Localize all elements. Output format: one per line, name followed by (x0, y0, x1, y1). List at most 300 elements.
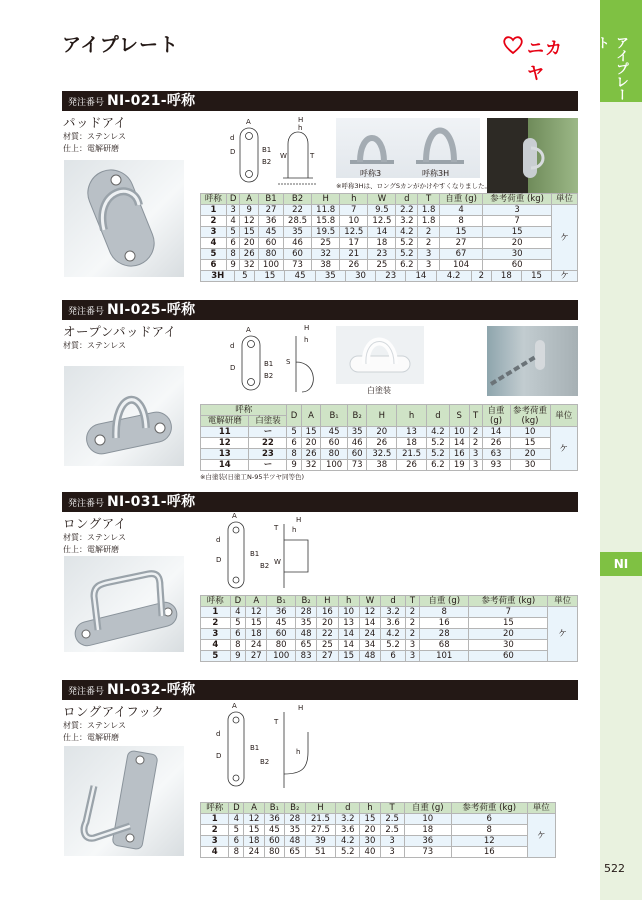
col-header: A (240, 194, 259, 205)
unit-cell: ケ (552, 205, 578, 271)
svg-text:d: d (216, 730, 221, 738)
table-cell: 45 (267, 618, 296, 629)
col-header: H (312, 194, 340, 205)
svg-text:W: W (280, 152, 287, 160)
product-name: ロングアイ (63, 516, 127, 531)
table-cell: 7 (469, 607, 548, 618)
svg-text:H: H (298, 116, 304, 124)
table-cell: 26 (367, 438, 397, 449)
svg-text:T: T (274, 718, 279, 726)
svg-text:A: A (246, 326, 251, 334)
table-cell: 3.6 (336, 825, 360, 836)
table-cell: 16 (420, 618, 469, 629)
col-header: H (317, 596, 338, 607)
table-row (201, 427, 578, 438)
col-header: 自重 (g) (420, 596, 469, 607)
col-header: 参考荷重 (kg) (451, 803, 527, 814)
table-cell: 68 (420, 640, 469, 651)
table-cell: 7 (340, 205, 368, 216)
table-cell: 3 (406, 651, 420, 662)
table-row (201, 607, 578, 618)
svg-text:B2: B2 (260, 758, 270, 766)
col-header: B2 (283, 194, 311, 205)
col-header: D (226, 194, 240, 205)
table-cell: 10 (340, 216, 368, 227)
svg-text:H: H (298, 704, 304, 712)
table-cell: 60 (347, 449, 367, 460)
category-tab-label: アイプレート (594, 36, 628, 101)
table-cell: 100 (321, 460, 347, 471)
table-cell: 45 (321, 427, 347, 438)
brand-logo-text: ニカヤ (527, 39, 563, 84)
svg-text:W: W (274, 558, 281, 566)
table-cell: 60 (264, 836, 284, 847)
table-cell: 6 (381, 651, 406, 662)
col-header: S (449, 405, 469, 427)
col-header: 呼称 (201, 803, 229, 814)
table-cell: 18 (397, 438, 427, 449)
section-tab-ni[interactable]: NI (600, 552, 642, 576)
col-header: D (229, 803, 244, 814)
spec-finish: 仕上：電解研磨 (63, 545, 119, 554)
svg-text:d: d (230, 134, 235, 142)
table-cell: 14 (338, 629, 359, 640)
table-cell: 25 (317, 640, 338, 651)
table-cell: 1 (201, 814, 229, 825)
table-cell: 15 (338, 651, 359, 662)
table-row (201, 438, 578, 449)
svg-text:A: A (232, 702, 237, 710)
spec-finish: 仕上：電解研磨 (63, 144, 119, 153)
col-header: 参考荷重 (kg) (469, 596, 548, 607)
table-cell: 22 (317, 629, 338, 640)
table-cell: 28 (420, 629, 469, 640)
unit-cell: ケ (527, 814, 555, 858)
table-cell: 14 (338, 640, 359, 651)
table-cell: 9 (230, 651, 246, 662)
spec-table-ni-021 (200, 193, 578, 271)
category-tab[interactable] (594, 0, 642, 102)
table-cell: 80 (267, 640, 296, 651)
section-header-ni-031 (62, 492, 578, 512)
table-row (201, 271, 578, 282)
spec-material: 材質：ステンレス (63, 341, 126, 350)
table-cell: 45 (264, 825, 284, 836)
table-cell: 5 (201, 651, 231, 662)
order-label: 発注番号 (68, 98, 105, 108)
table-cell: 4.2 (426, 427, 449, 438)
product-code: NI-032-呼称 (107, 682, 196, 698)
table-cell: 30 (510, 460, 550, 471)
col-header: 単位 (548, 596, 578, 607)
table-cell: 14 (449, 438, 469, 449)
table-cell: 34 (359, 640, 380, 651)
spec-material: 材質：ステンレス (63, 721, 126, 730)
col-header: B₂ (347, 405, 367, 427)
table-cell: 4.2 (396, 227, 418, 238)
spec-table-ni-021-3h (200, 270, 578, 282)
svg-text:B1: B1 (264, 360, 274, 368)
table-cell: 2 (201, 825, 229, 836)
table-cell: 4 (201, 238, 227, 249)
table-cell: 18 (491, 271, 521, 282)
table-cell: 12 (451, 836, 527, 847)
svg-text:H: H (296, 516, 302, 524)
table-cell: 27.5 (305, 825, 336, 836)
table-cell: 35 (347, 427, 367, 438)
svg-text:B1: B1 (262, 146, 272, 154)
product-photo (64, 160, 184, 277)
table-cell: 4 (201, 640, 231, 651)
table-cell: 5.2 (426, 438, 449, 449)
table-cell: 14 (359, 618, 380, 629)
dimension-drawing (212, 512, 322, 592)
dimension-drawing (228, 322, 328, 400)
col-header: d (396, 194, 418, 205)
col-header: B₁ (264, 803, 284, 814)
table-cell: 8 (230, 640, 246, 651)
table-cell: 18 (246, 629, 267, 640)
table-cell: 15 (521, 271, 551, 282)
table-cell: 20 (301, 438, 321, 449)
heart-icon (502, 35, 524, 55)
table-cell: 5.2 (396, 238, 418, 249)
table-cell: 80 (259, 249, 284, 260)
table-cell: 3.2 (381, 607, 406, 618)
table-cell: 46 (347, 438, 367, 449)
col-header: d (336, 803, 360, 814)
table-cell: 35 (315, 271, 345, 282)
col-subheader: 電解研磨 (201, 416, 249, 427)
table-cell: 30 (469, 640, 548, 651)
spec-material: 材質：ステンレス (63, 132, 126, 141)
table-cell: 3 (226, 205, 240, 216)
svg-text:A: A (232, 512, 237, 520)
table-cell: 83 (295, 651, 316, 662)
page-title: アイプレート (62, 34, 179, 56)
section-header-ni-032 (62, 680, 578, 700)
note-text: ※呼称3Hは、ロングSカンがかけやすくなりました。 (336, 182, 491, 190)
table-cell: 8 (226, 249, 240, 260)
product-photo (64, 556, 184, 652)
table-cell: 5 (230, 618, 246, 629)
table-cell: 104 (439, 260, 482, 271)
table-cell: 67 (439, 249, 482, 260)
table-cell: 1 (201, 205, 227, 216)
table-cell: 21.5 (305, 814, 336, 825)
unit-cell: ケ (548, 607, 578, 662)
table-cell: 93 (482, 460, 510, 471)
svg-text:A: A (246, 118, 251, 126)
table-cell: 11.8 (312, 205, 340, 216)
table-cell: 3H (201, 271, 235, 282)
brand-logo (502, 35, 578, 84)
table-cell: 46 (283, 238, 311, 249)
table-row (201, 205, 578, 216)
table-cell: 2.2 (396, 205, 418, 216)
table-cell: 4.2 (336, 836, 360, 847)
table-row (201, 651, 578, 662)
table-cell: 10 (449, 427, 469, 438)
table-cell: 48 (359, 651, 380, 662)
table-cell: 10 (404, 814, 451, 825)
section-header-ni-021 (62, 91, 578, 111)
table-cell: 5.2 (396, 249, 418, 260)
table-cell: 20 (469, 629, 548, 640)
table-cell: 4 (201, 847, 229, 858)
table-cell: 28.5 (283, 216, 311, 227)
table-cell: 63 (482, 449, 510, 460)
table-cell: 15 (255, 271, 285, 282)
table-cell: 30 (360, 836, 380, 847)
svg-text:T: T (310, 152, 315, 160)
table-cell: 14 (482, 427, 510, 438)
col-header: A (301, 405, 321, 427)
table-cell: 21.5 (397, 449, 427, 460)
table-cell: 23 (376, 271, 406, 282)
table-cell: 65 (295, 640, 316, 651)
product-photo (64, 366, 184, 466)
table-cell: 17 (340, 238, 368, 249)
product-name: パッドアイ (63, 115, 127, 130)
table-row (201, 449, 578, 460)
table-cell: 9 (240, 205, 259, 216)
table-cell: 3 (418, 249, 440, 260)
table-cell: 3 (406, 640, 420, 651)
table-cell: 30 (483, 249, 552, 260)
col-header: 単位 (550, 405, 577, 427)
table-row (201, 825, 556, 836)
table-cell: 8 (451, 825, 527, 836)
col-header: 呼称 (201, 194, 227, 205)
table-cell: 5.2 (426, 449, 449, 460)
table-cell: 80 (321, 449, 347, 460)
table-cell: 24 (244, 847, 264, 858)
table-cell: 27 (246, 651, 267, 662)
svg-text:h: h (298, 124, 303, 132)
table-cell: 2 (469, 427, 482, 438)
table-cell: 20 (367, 427, 397, 438)
order-label: 発注番号 (68, 307, 105, 317)
col-header: 呼称 (201, 596, 231, 607)
table-cell: 15 (439, 227, 482, 238)
table-cell: 18 (368, 238, 396, 249)
table-cell: 16 (317, 607, 338, 618)
table-cell: 27 (317, 651, 338, 662)
product-code: NI-021-呼称 (107, 93, 196, 109)
table-cell: 48 (285, 836, 305, 847)
table-cell: 5 (201, 249, 227, 260)
col-header: h (360, 803, 380, 814)
table-cell: 3 (201, 629, 231, 640)
table-cell: 73 (404, 847, 451, 858)
table-cell: 26 (397, 460, 427, 471)
table-cell: 32 (240, 260, 259, 271)
table-cell: 11 (201, 427, 249, 438)
table-cell: 15 (246, 618, 267, 629)
table-cell: 100 (267, 651, 296, 662)
table-cell: 6 (287, 438, 301, 449)
col-subheader: 白塗装 (249, 416, 287, 427)
col-header: 単位 (527, 803, 555, 814)
table-cell: 2 (406, 618, 420, 629)
table-cell: 3 (483, 205, 552, 216)
col-header: 自重 (g) (439, 194, 482, 205)
table-cell: 13 (338, 618, 359, 629)
table-cell: 18 (244, 836, 264, 847)
table-row (201, 227, 578, 238)
figure-label: 呼称3H (422, 169, 450, 178)
table-cell: 4 (230, 607, 246, 618)
table-cell: 20 (360, 825, 380, 836)
table-row (201, 640, 578, 651)
table-cell: 24 (246, 640, 267, 651)
col-header: 自重 (g) (482, 405, 510, 427)
table-cell: ー (249, 460, 287, 471)
table-cell: 19.5 (312, 227, 340, 238)
col-header: d (381, 596, 406, 607)
unit-cell: ケ (550, 427, 577, 471)
variant-photo (336, 326, 424, 384)
table-cell: 6.2 (426, 460, 449, 471)
table-cell: 2 (201, 216, 227, 227)
table-cell: 14 (368, 227, 396, 238)
table-cell: 51 (305, 847, 336, 858)
table-cell: 14 (406, 271, 436, 282)
table-row (201, 814, 556, 825)
svg-text:D: D (230, 364, 236, 372)
table-cell: 9.5 (368, 205, 396, 216)
table-cell: 20 (483, 238, 552, 249)
table-cell: 28 (285, 814, 305, 825)
col-header: T (380, 803, 404, 814)
svg-text:D: D (216, 752, 222, 760)
usage-photo (487, 326, 578, 396)
svg-text:D: D (216, 556, 222, 564)
table-cell: 26 (301, 449, 321, 460)
table-cell: 3.2 (396, 216, 418, 227)
col-header: B1 (259, 194, 284, 205)
table-cell: 15 (469, 618, 548, 629)
col-header: A (246, 596, 267, 607)
spec-finish: 仕上：電解研磨 (63, 733, 119, 742)
table-cell: 3 (380, 836, 404, 847)
table-cell: 100 (259, 260, 284, 271)
table-cell: 2.5 (380, 814, 404, 825)
spec-table-ni-032 (200, 802, 556, 858)
table-cell: 65 (285, 847, 305, 858)
table-cell: 38 (312, 260, 340, 271)
spec-table-ni-025 (200, 404, 578, 471)
table-cell: 6.2 (396, 260, 418, 271)
svg-text:D: D (230, 148, 236, 156)
col-header: 単位 (552, 194, 578, 205)
table-cell: 12.5 (368, 216, 396, 227)
table-cell: 2 (406, 607, 420, 618)
svg-text:B2: B2 (264, 372, 274, 380)
svg-text:B2: B2 (260, 562, 270, 570)
product-name: オープンパッドアイ (63, 324, 177, 339)
table-cell: 80 (264, 847, 284, 858)
table-cell: 36 (264, 814, 284, 825)
table-cell: 25 (368, 260, 396, 271)
table-cell: 16 (449, 449, 469, 460)
product-photo (64, 746, 184, 856)
svg-text:h: h (296, 748, 301, 756)
table-cell: 28 (295, 607, 316, 618)
table-cell: 2 (418, 238, 440, 249)
table-cell: 32 (312, 249, 340, 260)
section-header-ni-025 (62, 300, 578, 320)
table-cell: 6 (230, 629, 246, 640)
table-cell: 22 (283, 205, 311, 216)
table-cell: 40 (360, 847, 380, 858)
table-cell: 22 (249, 438, 287, 449)
table-cell: 1.8 (418, 216, 440, 227)
table-cell: 2 (471, 271, 491, 282)
col-header: 自重 (g) (404, 803, 451, 814)
table-cell: 8 (229, 847, 244, 858)
table-cell: 36 (267, 607, 296, 618)
table-cell: 19 (449, 460, 469, 471)
table-cell: 45 (285, 271, 315, 282)
figure-label: 呼称3 (360, 169, 382, 178)
table-cell: 5 (287, 427, 301, 438)
table-cell: 30 (345, 271, 375, 282)
table-cell: 9 (287, 460, 301, 471)
table-cell: 26 (340, 260, 368, 271)
table-cell: 15 (240, 227, 259, 238)
table-cell: 9 (226, 260, 240, 271)
sidebar-band (594, 0, 642, 900)
table-cell: 26 (240, 249, 259, 260)
col-header: h (397, 405, 427, 427)
table-cell: 12 (240, 216, 259, 227)
table-cell: 20 (317, 618, 338, 629)
table-cell: 4.2 (381, 629, 406, 640)
table-cell: 35 (283, 227, 311, 238)
table-cell: 24 (359, 629, 380, 640)
table-cell: 60 (259, 238, 284, 249)
col-header: 呼称 (201, 405, 287, 416)
table-cell: 60 (483, 260, 552, 271)
table-cell: 2 (201, 618, 231, 629)
col-header: H (305, 803, 336, 814)
table-cell: 4.2 (436, 271, 471, 282)
table-cell: 3 (201, 227, 227, 238)
table-row (201, 216, 578, 227)
table-cell: 5 (226, 227, 240, 238)
table-cell: 1.8 (418, 205, 440, 216)
table-cell: 15.8 (312, 216, 340, 227)
table-cell: 23 (368, 249, 396, 260)
table-cell: 60 (321, 438, 347, 449)
table-row (201, 836, 556, 847)
col-header: T (418, 194, 440, 205)
table-cell: 18 (404, 825, 451, 836)
table-cell: 35 (285, 825, 305, 836)
table-cell: 38 (367, 460, 397, 471)
usage-photo (487, 118, 578, 200)
order-label: 発注番号 (68, 687, 105, 697)
table-cell: 1 (201, 607, 231, 618)
table-row (201, 249, 578, 260)
svg-text:B1: B1 (250, 550, 260, 558)
table-cell: 8 (439, 216, 482, 227)
col-header: T (406, 596, 420, 607)
table-cell: 12 (246, 607, 267, 618)
col-header: B₁ (267, 596, 296, 607)
